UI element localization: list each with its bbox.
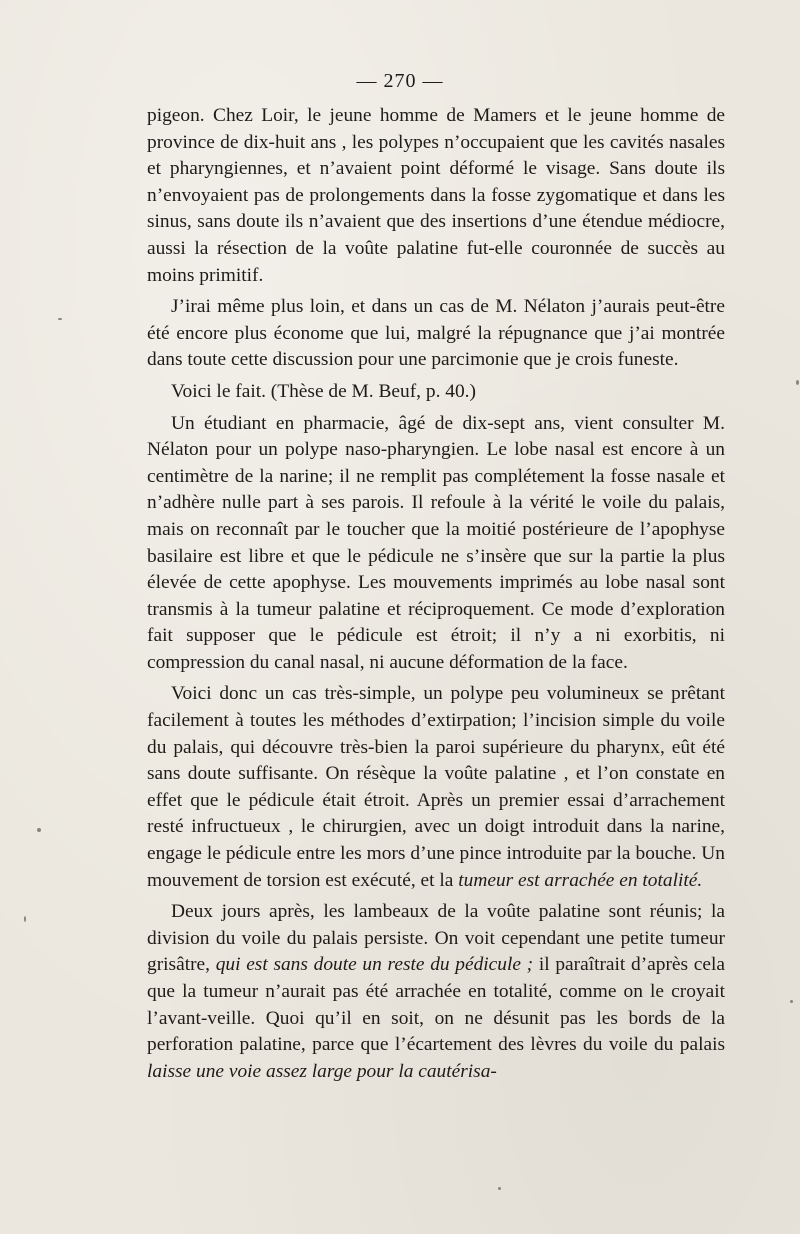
paragraph-6-italic-2: laisse une voie assez large pour la cautérisa-: [147, 1060, 497, 1082]
paragraph-5-italic: tumeur est arrachée en totalité.: [458, 869, 703, 891]
paragraph-5: [147, 681, 725, 894]
paper-speck: [58, 318, 62, 320]
paragraph-1: pigeon. Chez Loir, le jeune homme de Mamers et le jeune homme de province de dix-huit ans , les polypes n’occupaient que les cavités nasales et pharyngiennes, et n’avaient point déformé le visage. Sans doute ils n’envoyaient pas de prolongements dans la fosse zygomatique et dans les sinus, sans doute ils n’avaient que des insertions d’une étendue médiocre, aussi la résection de la voûte palatine fut-elle couronnée de succès au moins primitif.: [147, 105, 725, 286]
paper-speck: [790, 1000, 793, 1003]
paper-speck: [498, 1187, 501, 1190]
paragraph-5-text: Voici donc un cas très-simple, un polype peu volumineux se prêtant facilement à toutes les méthodes d’extirpation; l’incision simple du voile du palais, qui découvre très-bien la paroi supérieure du pharynx, eût été sans doute suffisante. On résèque la voûte palatine , et l’on constate en effet que le pédicule était étroit. Après un premier essai d’arrachement resté infructueux , le chirurgien, avec un doigt introduit dans la narine, engage le pédicule entre les mors d’une pince introduite par la bouche. Un mouvement de torsion est exécuté, et la: [147, 683, 725, 891]
paragraph-2: J’irai même plus loin, et dans un cas de M. Nélaton j’aurais peut-être été encore plus économe que lui, malgré la répugnance que j’ai montrée dans toute cette discussion pour une parcimonie que je crois funeste.: [147, 296, 725, 371]
paragraph-6-text: Deux jours après, les lambeaux de la voûte palatine sont réunis; la division du voile du palais persiste. On voit cependant une petite tumeur grisâtre,: [147, 901, 725, 976]
paragraph-3: Voici le fait. (Thèse de M. Beuf, p. 40.): [171, 380, 476, 402]
paragraph-6: [147, 899, 725, 1085]
paragraph-6-italic: qui est sans doute un reste du pédicule ;: [215, 954, 534, 976]
paragraph-4: Un étudiant en pharmacie, âgé de dix-sept ans, vient consulter M. Nélaton pour un polype naso-pharyngien. Le lobe nasal est encore à un centimètre de la narine; il ne remplit pas complétement la fosse nasale et n’adhère nulle part à ses parois. Il refoule à la vérité le voile du palais, mais on reconnaît par le toucher que la moitié postérieure de l’apophyse basilaire est libre et que le pédicule ne s’insère que sur la partie la plus élevée de cette apophyse. Les mouvements imprimés au lobe nasal sont transmis à la tumeur palatine et réciproquement. Ce mode d’exploration fait supposer que le pédicule est étroit; il n’y a ni exorbitis, ni compression du canal nasal, ni aucune déformation de la face.: [147, 412, 725, 673]
paragraph-6-text-2: il paraîtrait d’après cela que la tumeur n’aurait pas été arrachée en totalité, comme on le croyait l’avant-veille. Quoi qu’il en soit, on ne désunit pas les bords de la perforation palatine, parce que l’écartement des lèvres du voile du palais: [147, 954, 725, 1056]
body-text: [147, 103, 725, 1090]
paper-speck: [796, 380, 799, 385]
paper-speck: [24, 916, 26, 922]
page-number: — 270 —: [356, 70, 444, 92]
paper-speck: [37, 828, 41, 832]
